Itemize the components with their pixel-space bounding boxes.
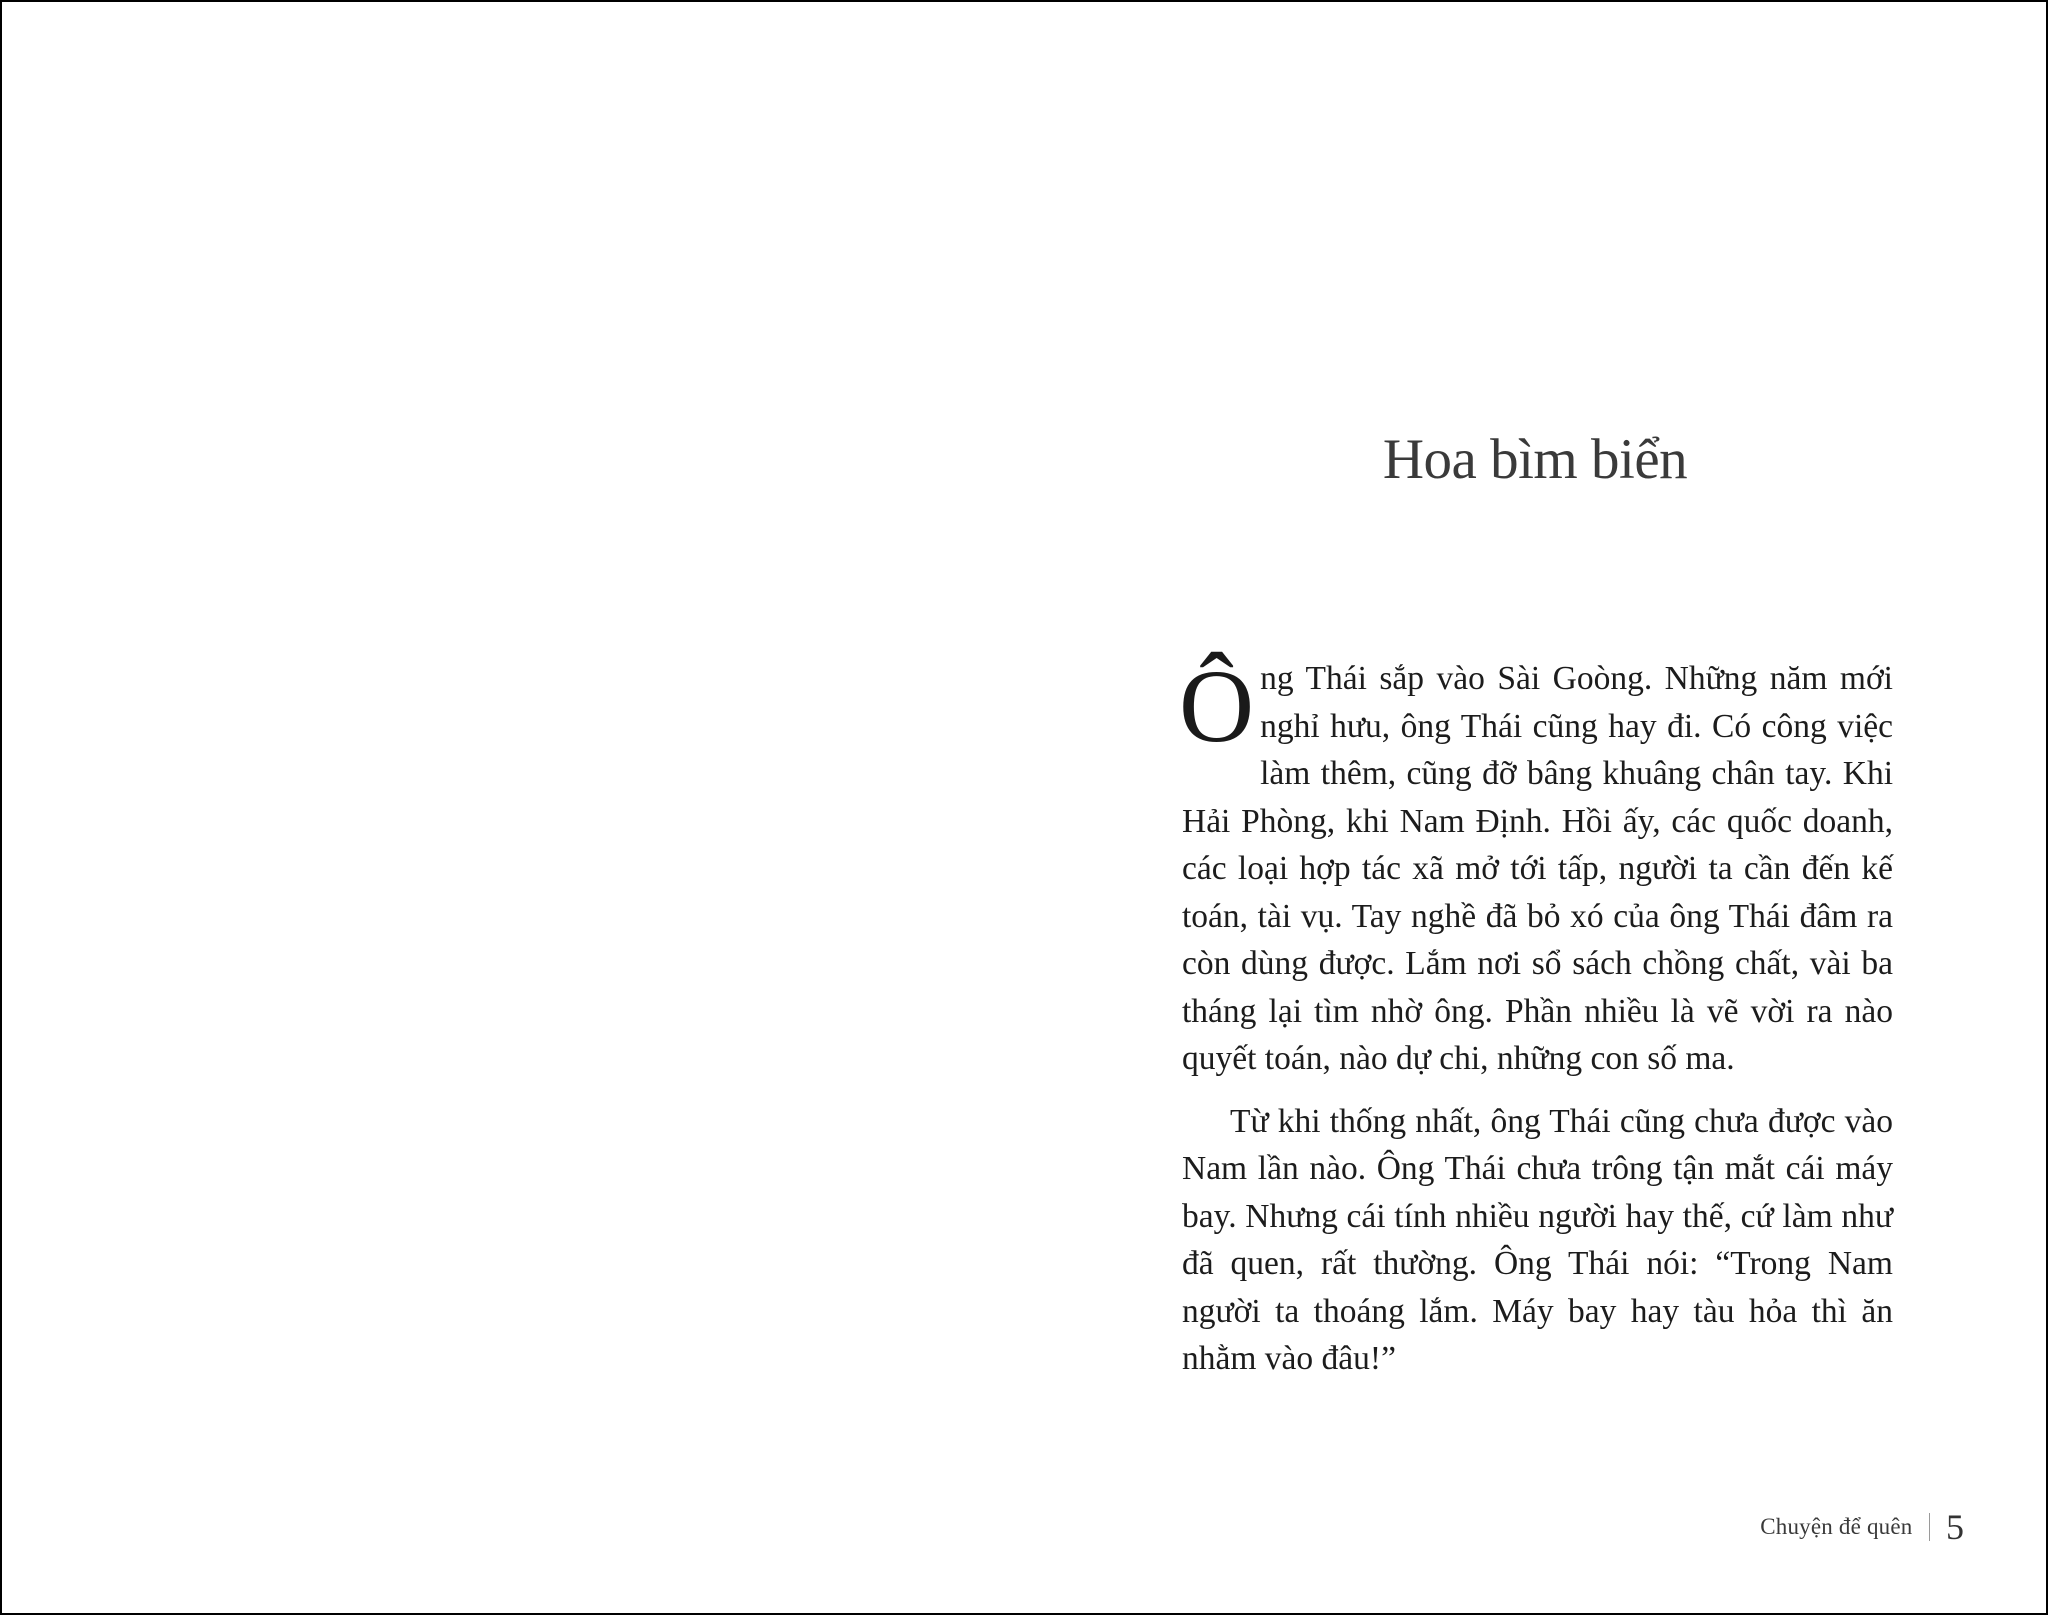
chapter-title: Hoa bìm biển bbox=[1382, 428, 1688, 491]
running-title: Chuyện để quên bbox=[1760, 1514, 1913, 1539]
page-footer bbox=[1760, 1507, 1964, 1547]
chapter-body bbox=[1179, 649, 1893, 1383]
paragraph-1-text: ng Thái sắp vào Sài Goòng. Những năm mới nghỉ hưu, ông Thái cũng hay đi. Có công việc làm thêm, cũng đỡ bâng khuâng chân tay. Khi Hải Phòng, khi Nam Định. Hồi ấy, các quốc doanh, các loại hợp tác xã mở tới tấp, người ta cần đến kế toán, tài vụ. Tay nghề đã bỏ xó của ông Thái đâm ra còn dùng được. Lắm nơi sổ sách chồng chất, vài ba tháng lại tìm nhờ ông. Phần nhiều là vẽ vời ra nào quyết toán, nào dự chi, những con số ma. bbox=[1182, 660, 1893, 1077]
right-page bbox=[1022, 0, 2048, 1615]
page-number: 5 bbox=[1946, 1507, 1964, 1547]
paragraph-1 bbox=[1179, 649, 1893, 1083]
drop-cap: Ô bbox=[1179, 649, 1255, 764]
paragraph-2: Từ khi thống nhất, ông Thái cũng chưa được vào Nam lần nào. Ông Thái chưa trông tận mắt cái máy bay. Nhưng cái tính nhiều người hay thế, cứ làm như đã quen, rất thường. Ông Thái nói: “Trong Nam người ta thoáng lắm. Máy bay hay tàu hỏa thì ăn nhằm vào đâu!” bbox=[1182, 1102, 1893, 1377]
footer-divider bbox=[1929, 1513, 1931, 1541]
